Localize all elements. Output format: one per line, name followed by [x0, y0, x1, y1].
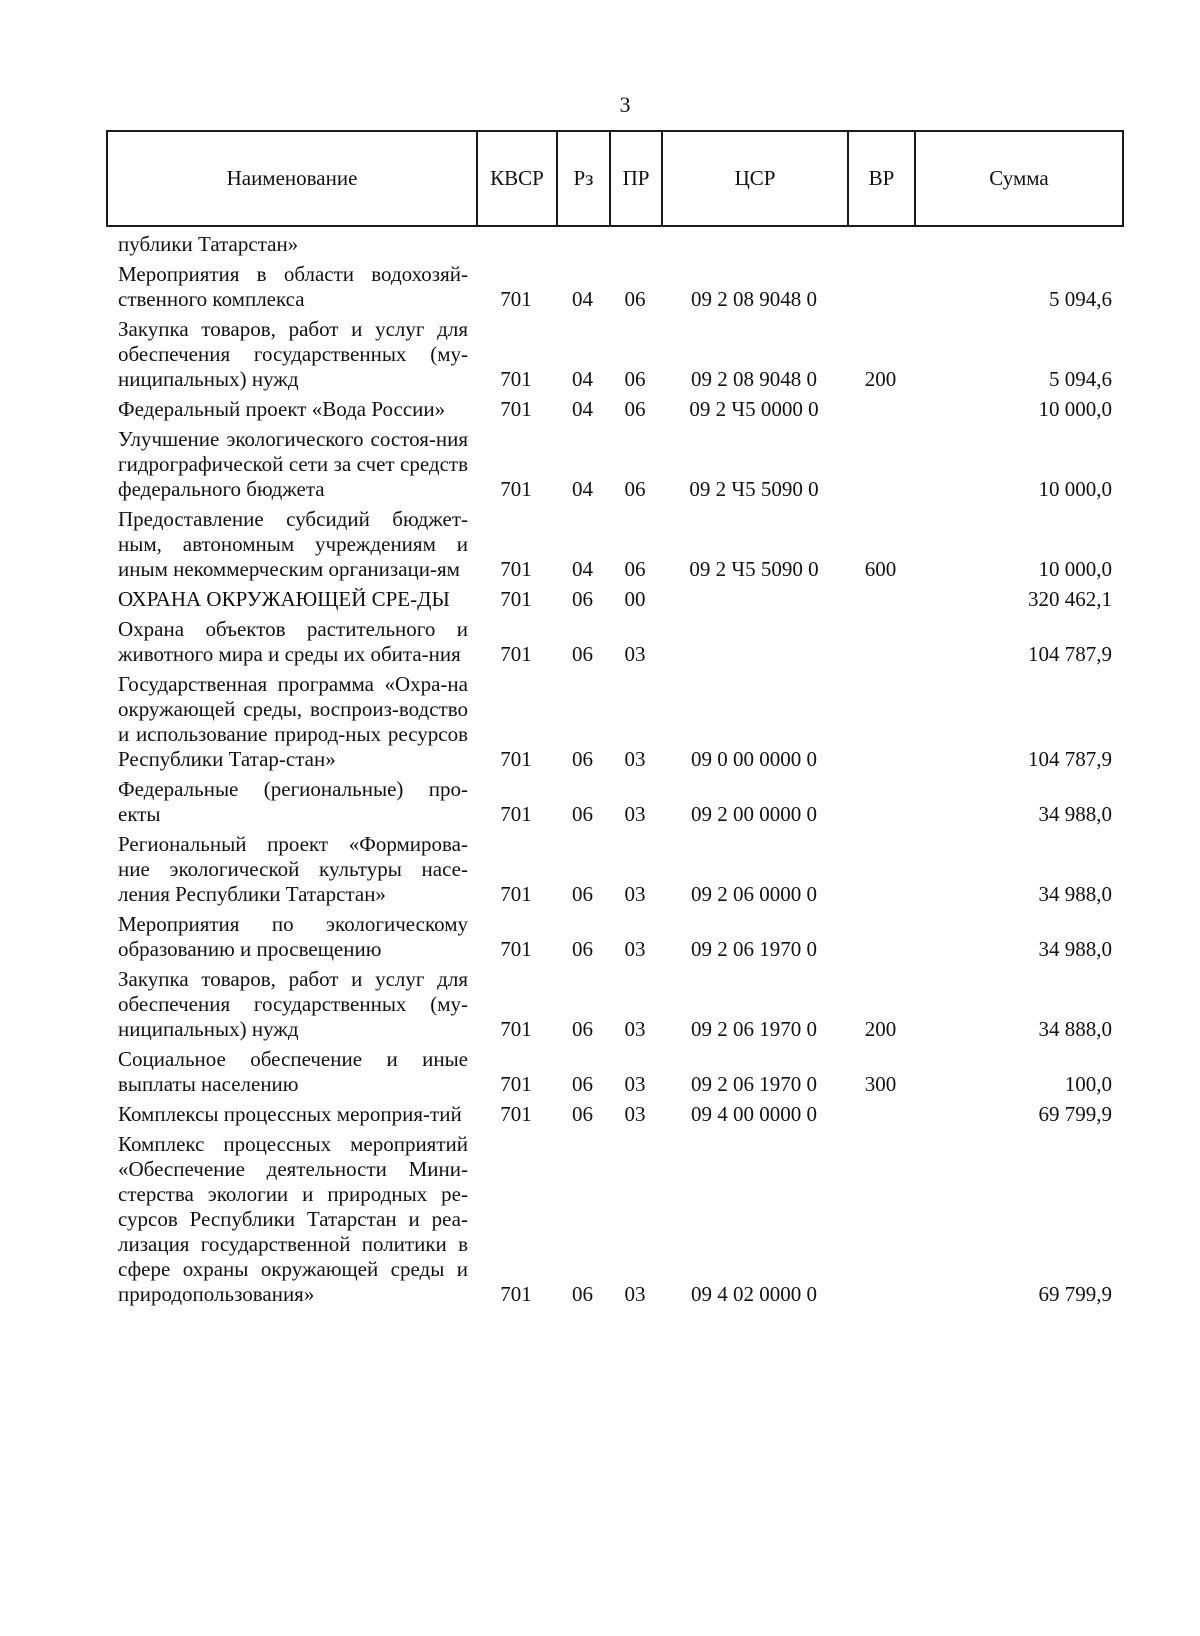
- cell-csr: 09 2 00 0000 0: [691, 802, 817, 826]
- column-header-sum: Сумма: [915, 131, 1123, 226]
- cell-kvsr: 701: [500, 1102, 532, 1126]
- cell-name: Мероприятия по экологическому образованию и просвещению: [118, 912, 468, 961]
- cell-csr: 09 4 02 0000 0: [691, 1282, 817, 1306]
- cell-sum: 10 000,0: [1038, 557, 1112, 581]
- cell-kvsr: 701: [500, 287, 532, 311]
- cell-name: Комплекс процессных мероприятий «Обеспечение деятельности Мини-стерства экологии и природных ре-сурсов Республики Татарстан и реа-лизация государственной политики в сфере охраны окружающей среды и природопользования»: [118, 1132, 468, 1306]
- column-header-pr: ПР: [610, 131, 662, 226]
- cell-kvsr: 701: [500, 937, 532, 961]
- cell-pr: 00: [624, 587, 646, 611]
- cell-pr: 06: [624, 367, 646, 391]
- cell-name: Региональный проект «Формирова-ние экологической культуры насе-ления Республики Татарстан»: [118, 832, 468, 906]
- cell-name: Закупка товаров, работ и услуг для обеспечения государственных (му-ниципальных) нужд: [118, 967, 468, 1041]
- table-row: [106, 1045, 1122, 1100]
- cell-pr: 03: [624, 882, 646, 906]
- cell-vr: [847, 585, 914, 615]
- cell-name: публики Татарстан»: [118, 232, 299, 256]
- table-row: [106, 1100, 1122, 1130]
- cell-sum: 69 799,9: [1038, 1102, 1112, 1126]
- cell-vr: [847, 670, 914, 775]
- cell-vr: [847, 910, 914, 965]
- table-row: [106, 775, 1122, 830]
- cell-rz: 04: [572, 557, 593, 581]
- cell-name: Комплексы процессных мероприя-тий: [118, 1102, 462, 1126]
- cell-rz: 04: [572, 367, 593, 391]
- cell-csr: 09 2 06 1970 0: [691, 1017, 817, 1041]
- cell-csr: 09 2 Ч5 5090 0: [689, 477, 819, 501]
- cell-name: Мероприятия в области водохозяй-ственного комплекса: [118, 262, 468, 311]
- cell-pr: 06: [624, 557, 646, 581]
- column-header-kvsr: КВСР: [477, 131, 557, 226]
- cell-rz: 06: [572, 937, 593, 961]
- cell-rz: 04: [572, 287, 593, 311]
- cell-name: Федеральный проект «Вода России»: [118, 397, 446, 421]
- cell-kvsr: 701: [500, 587, 532, 611]
- table-row: [106, 830, 1122, 910]
- cell-vr: [847, 615, 914, 670]
- cell-rz: 06: [572, 1282, 593, 1306]
- cell-sum: 100,0: [1064, 1072, 1112, 1096]
- cell-csr: 09 0 00 0000 0: [691, 747, 817, 771]
- cell-vr: [847, 260, 914, 315]
- cell-kvsr: 701: [500, 477, 532, 501]
- table-row: [106, 585, 1122, 615]
- column-header-vr: ВР: [848, 131, 915, 226]
- cell-sum: 320 462,1: [1028, 587, 1112, 611]
- cell-sum: [914, 230, 1122, 260]
- cell-kvsr: 701: [500, 557, 532, 581]
- table-row: [106, 425, 1122, 505]
- table-row: [106, 615, 1122, 670]
- cell-rz: 04: [572, 477, 593, 501]
- cell-vr: [847, 1100, 914, 1130]
- cell-kvsr: [476, 230, 556, 260]
- cell-vr: [847, 395, 914, 425]
- cell-sum: 34 888,0: [1038, 1017, 1112, 1041]
- cell-csr: [661, 615, 847, 670]
- cell-pr: 03: [624, 1017, 646, 1041]
- cell-sum: 5 094,6: [1049, 287, 1112, 311]
- column-header-csr: ЦСР: [662, 131, 848, 226]
- cell-pr: 03: [624, 1072, 646, 1096]
- cell-kvsr: 701: [500, 1282, 532, 1306]
- cell-sum: 34 988,0: [1038, 802, 1112, 826]
- cell-pr: 03: [624, 1102, 646, 1126]
- column-header-rz: Рз: [557, 131, 610, 226]
- cell-name: Социальное обеспечение и иные выплаты населению: [118, 1047, 468, 1096]
- table-header: [106, 130, 1124, 227]
- table-row: [106, 1130, 1122, 1310]
- cell-csr: 09 2 08 9048 0: [691, 287, 817, 311]
- cell-kvsr: 701: [500, 747, 532, 771]
- cell-name: Улучшение экологического состоя-ния гидрографической сети за счет средств федерального бюджета: [118, 427, 468, 501]
- cell-pr: 03: [624, 642, 646, 666]
- cell-vr: [847, 775, 914, 830]
- cell-rz: 06: [572, 1072, 593, 1096]
- cell-rz: 04: [572, 397, 593, 421]
- cell-pr: [609, 230, 661, 260]
- table-row: [106, 965, 1122, 1045]
- cell-pr: 06: [624, 397, 646, 421]
- cell-sum: 104 787,9: [1028, 747, 1112, 771]
- cell-rz: 06: [572, 587, 593, 611]
- cell-name: Охрана объектов растительного и животного мира и среды их обита-ния: [118, 617, 468, 666]
- cell-rz: 06: [572, 1102, 593, 1126]
- cell-vr: [847, 830, 914, 910]
- cell-pr: 06: [624, 477, 646, 501]
- cell-csr: 09 2 08 9048 0: [691, 367, 817, 391]
- table-row: [106, 260, 1122, 315]
- cell-kvsr: 701: [500, 802, 532, 826]
- cell-rz: 06: [572, 747, 593, 771]
- cell-kvsr: 701: [500, 1072, 532, 1096]
- cell-name: Государственная программа «Охра-на окружающей среды, воспроиз-водство и использование природ-ных ресурсов Республики Татар-стан»: [118, 672, 468, 771]
- cell-name: Закупка товаров, работ и услуг для обеспечения государственных (му-ниципальных) нужд: [118, 317, 468, 391]
- header-row: [107, 131, 1123, 226]
- cell-csr: 09 2 Ч5 0000 0: [689, 397, 819, 421]
- cell-kvsr: 701: [500, 882, 532, 906]
- cell-vr: [847, 1130, 914, 1310]
- table-row: [106, 910, 1122, 965]
- cell-name: ОХРАНА ОКРУЖАЮЩЕЙ СРЕ-ДЫ: [118, 587, 450, 611]
- budget-table: [106, 230, 1122, 1310]
- cell-name: Предоставление субсидий бюджет-ным, автономным учреждениям и иным некоммерческим организаци-ям: [118, 507, 468, 581]
- cell-pr: 03: [624, 937, 646, 961]
- table-row: [106, 230, 1122, 260]
- cell-csr: 09 2 Ч5 5090 0: [689, 557, 819, 581]
- table-row: [106, 395, 1122, 425]
- page-number: 3: [619, 92, 631, 117]
- cell-csr: 09 2 06 1970 0: [691, 937, 817, 961]
- cell-pr: 06: [624, 287, 646, 311]
- cell-csr: 09 4 00 0000 0: [691, 1102, 817, 1126]
- cell-pr: 03: [624, 1282, 646, 1306]
- table-row: [106, 315, 1122, 395]
- cell-sum: 5 094,6: [1049, 367, 1112, 391]
- column-header-name: Наименование: [107, 131, 477, 226]
- cell-csr: [661, 585, 847, 615]
- cell-name: Федеральные (региональные) про-екты: [118, 777, 468, 826]
- cell-sum: 104 787,9: [1028, 642, 1112, 666]
- cell-sum: 69 799,9: [1038, 1282, 1112, 1306]
- cell-rz: [556, 230, 609, 260]
- cell-csr: 09 2 06 1970 0: [691, 1072, 817, 1096]
- cell-kvsr: 701: [500, 642, 532, 666]
- cell-rz: 06: [572, 1017, 593, 1041]
- cell-kvsr: 701: [500, 367, 532, 391]
- cell-rz: 06: [572, 882, 593, 906]
- cell-kvsr: 701: [500, 1017, 532, 1041]
- cell-sum: 34 988,0: [1038, 882, 1112, 906]
- cell-csr: [661, 230, 847, 260]
- cell-vr: [847, 230, 914, 260]
- cell-pr: 03: [624, 747, 646, 771]
- cell-kvsr: 701: [500, 397, 532, 421]
- cell-vr: 200: [864, 1017, 897, 1041]
- cell-csr: 09 2 06 0000 0: [691, 882, 817, 906]
- cell-vr: 200: [864, 367, 897, 391]
- cell-rz: 06: [572, 642, 593, 666]
- cell-vr: 300: [864, 1072, 897, 1096]
- cell-vr: [847, 425, 914, 505]
- cell-sum: 10 000,0: [1038, 477, 1112, 501]
- cell-sum: 34 988,0: [1038, 937, 1112, 961]
- cell-vr: 600: [864, 557, 897, 581]
- cell-pr: 03: [624, 802, 646, 826]
- cell-rz: 06: [572, 802, 593, 826]
- cell-sum: 10 000,0: [1038, 397, 1112, 421]
- table-row: [106, 670, 1122, 775]
- table-row: [106, 505, 1122, 585]
